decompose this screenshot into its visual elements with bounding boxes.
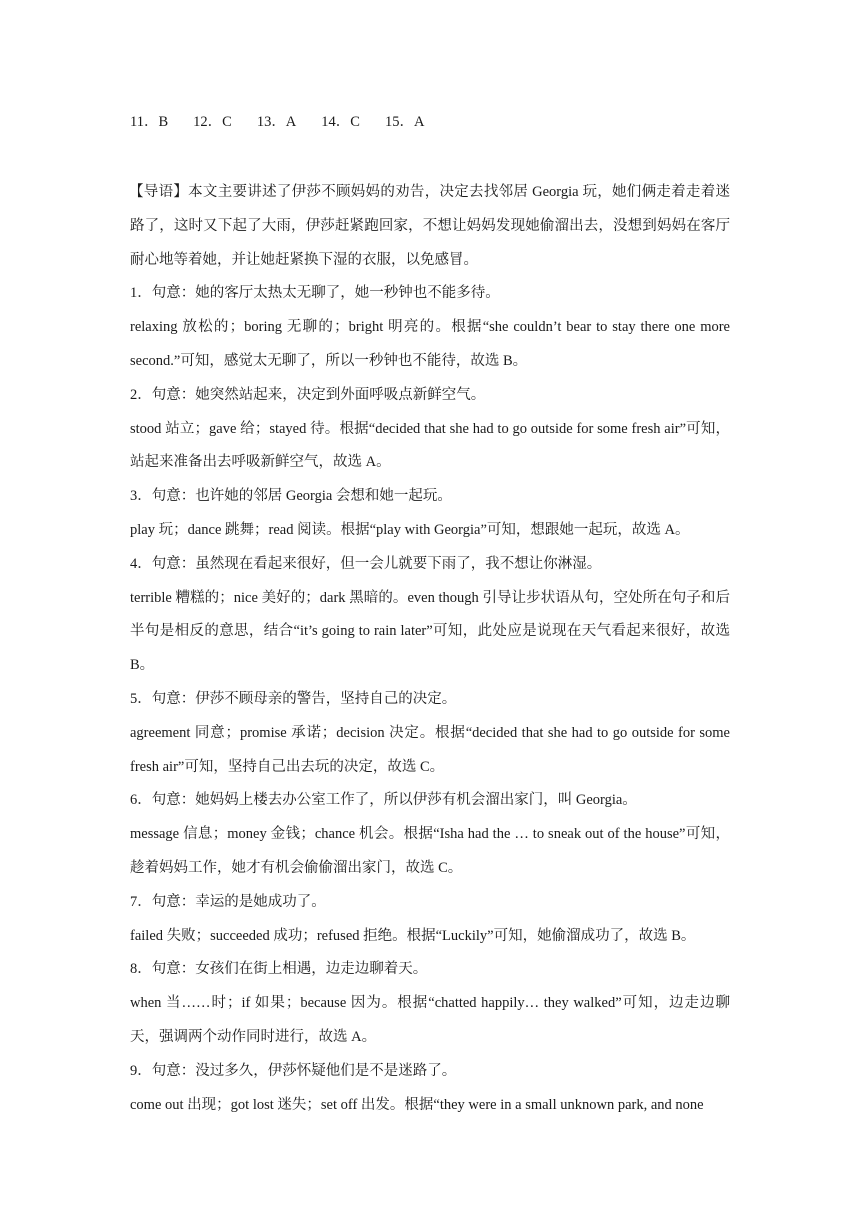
item-1-explanation: relaxing 放松的；boring 无聊的；bright 明亮的。根据“she couldn’t bear to stay there one more second.”可知，感觉太无聊了，所以一秒钟也不能待，故选 B。 (130, 319, 730, 369)
explanation-body (130, 176, 730, 1122)
item-1-sentence: 1．句意：她的客厅太热太无聊了，她一秒钟也不能多待。 (130, 285, 500, 302)
item-8-explanation: when 当……时；if 如果；because 因为。根据“chatted happily… they walked”可知，边走边聊天，强调两个动作同时进行，故选 A。 (130, 995, 730, 1045)
intro-text: 本文主要讲述了伊莎不顾妈妈的劝告，决定去找邻居 Georgia 玩，她们俩走着走着迷路了，这时又下起了大雨，伊莎赶紧跑回家，不想让妈妈发现她偷溜出去，没想到妈妈在客厅耐心地等着她，并让她赶紧换下湿的衣服，以免感冒。 (130, 184, 731, 268)
item-9-explanation: come out 出现；got lost 迷失；set off 出发。根据“they were in a small unknown park, and none (130, 1096, 704, 1113)
answer-11: 11．B (130, 114, 169, 130)
item-4-explanation: terrible 糟糕的；nice 美好的；dark 黑暗的。even though 引导让步状语从句，空处所在句子和后半句是相反的意思，结合“it’s going to rain later”可知，此处应是说现在天气看起来很好，故选 B。 (130, 589, 730, 674)
item-7-sentence: 7．句意：幸运的是她成功了。 (130, 893, 326, 910)
item-6-sentence: 6．句意：她妈妈上楼去办公室工作了，所以伊莎有机会溜出家门，叫 Georgia。 (130, 792, 637, 809)
item-4-sentence: 4．句意：虽然现在看起来很好，但一会儿就要下雨了，我不想让你淋湿。 (130, 555, 602, 572)
item-7-explanation: failed 失败；succeeded 成功；refused 拒绝。根据“Luckily”可知，她偷溜成功了，故选 B。 (130, 927, 696, 944)
answer-14: 14．C (321, 114, 360, 130)
item-5-explanation: agreement 同意；promise 承诺；decision 决定。根据“decided that she had to go outside for some fresh air”可知，坚持自己出去玩的决定，故选 C。 (130, 724, 730, 775)
answer-13: 13．A (256, 114, 297, 130)
item-8-sentence: 8．句意：女孩们在街上相遇，边走边聊着天。 (130, 961, 428, 978)
answer-15: 15．A (384, 114, 425, 130)
item-6-explanation: message 信息；money 金钱；chance 机会。根据“Isha had the … to sneak out of the house”可知，趁着妈妈工作，她才有机会偷偷溜出家门，故选 C。 (130, 826, 730, 876)
item-3-sentence: 3．句意：也许她的邻居 Georgia 会想和她一起玩。 (130, 488, 452, 505)
intro-label: 【导语】 (129, 184, 189, 200)
answer-12: 12．C (193, 114, 232, 130)
intro-paragraph (130, 176, 730, 277)
item-2-sentence: 2．句意：她突然站起来，决定到外面呼吸点新鲜空气。 (130, 386, 486, 403)
item-9-sentence: 9．句意：没过多久，伊莎怀疑他们是不是迷路了。 (130, 1062, 457, 1079)
answer-key-line (130, 110, 449, 134)
item-3-explanation: play 玩；dance 跳舞；read 阅读。根据“play with Georgia”可知，想跟她一起玩，故选 A。 (130, 521, 690, 538)
item-2-explanation: stood 站立；gave 给；stayed 待。根据“decided that she had to go outside for some fresh air”可知，站起来准备出去呼吸新鲜空气，故选 A。 (130, 420, 730, 471)
item-5-sentence: 5．句意：伊莎不顾母亲的警告，坚持自己的决定。 (130, 690, 457, 707)
